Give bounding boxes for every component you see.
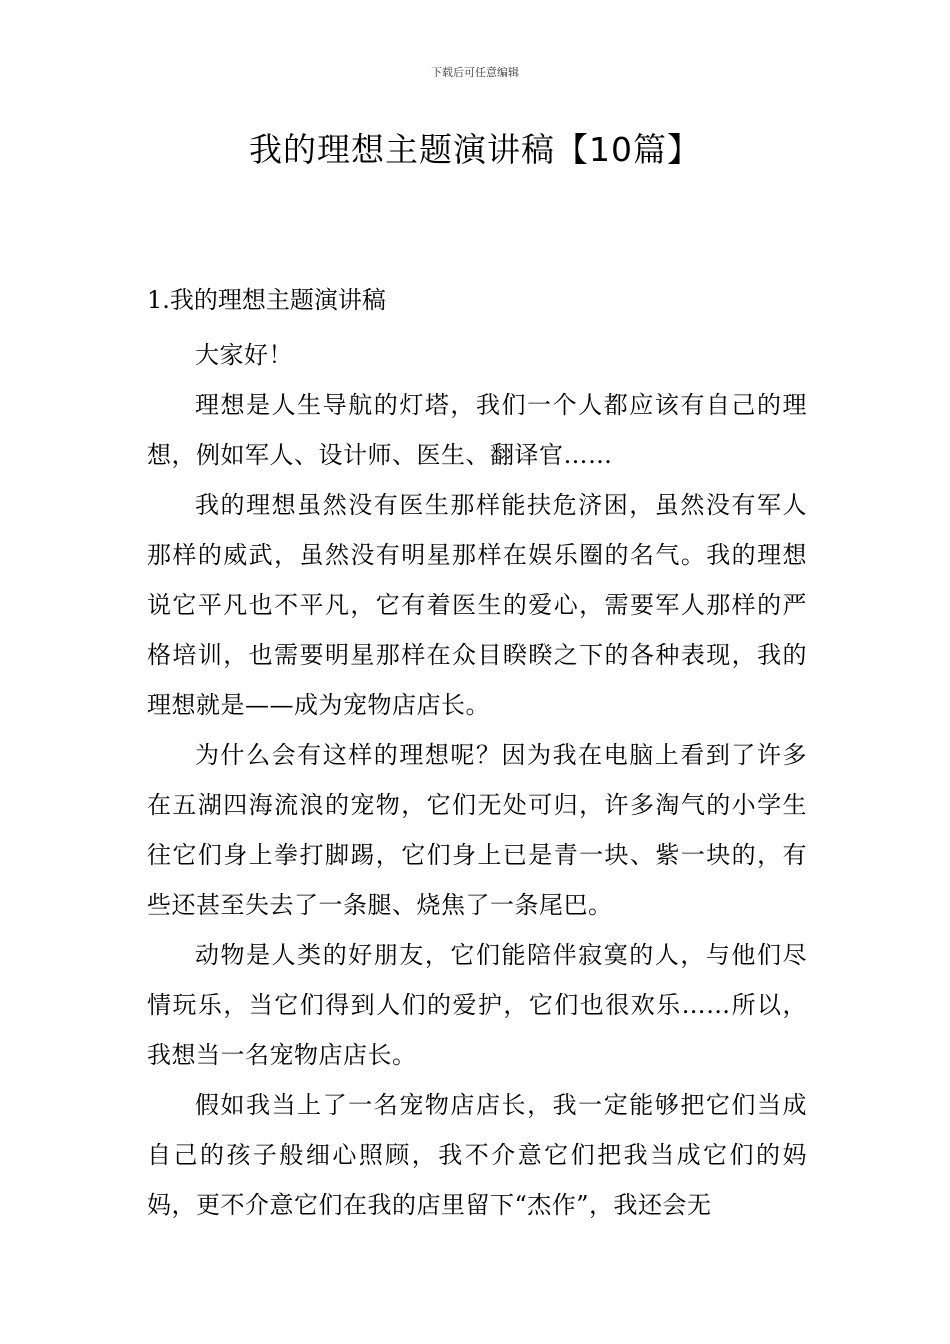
document-body bbox=[147, 279, 807, 1230]
body-paragraph: 理想是人生导航的灯塔，我们一个人都应该有自己的理想，例如军人、设计师、医生、翻译官…… bbox=[147, 391, 807, 469]
body-paragraph: 为什么会有这样的理想呢？因为我在电脑上看到了许多在五湖四海流浪的宠物，它们无处可归，许多淘气的小学生往它们身上拳打脚踢，它们身上已是青一块、紫一块的，有些还甚至失去了一条腿、烧焦了一条尾巴。 bbox=[147, 741, 807, 919]
greeting-paragraph: 大家好！ bbox=[195, 341, 293, 369]
body-paragraph: 我的理想虽然没有医生那样能扶危济困，虽然没有军人那样的威武，虽然没有明星那样在娱乐圈的名气。我的理想说它平凡也不平凡，它有着医生的爱心，需要军人那样的严格培训，也需要明星那样在众目睽睽之下的各种表现，我的理想就是——成为宠物店店长。 bbox=[147, 491, 807, 719]
section-heading: 1.我的理想主题演讲稿 bbox=[147, 286, 386, 314]
body-paragraph: 假如我当上了一名宠物店店长，我一定能够把它们当成自己的孩子般细心照顾，我不介意它们把我当成它们的妈妈，更不介意它们在我的店里留下“杰作”，我还会无 bbox=[147, 1091, 807, 1219]
body-paragraph: 动物是人类的好朋友，它们能陪伴寂寞的人，与他们尽情玩乐，当它们得到人们的爱护，它们也很欢乐……所以，我想当一名宠物店店长。 bbox=[147, 941, 807, 1069]
header-note: 下载后可任意编辑 bbox=[431, 66, 519, 79]
document-title: 我的理想主题演讲稿【10篇】 bbox=[249, 130, 701, 169]
